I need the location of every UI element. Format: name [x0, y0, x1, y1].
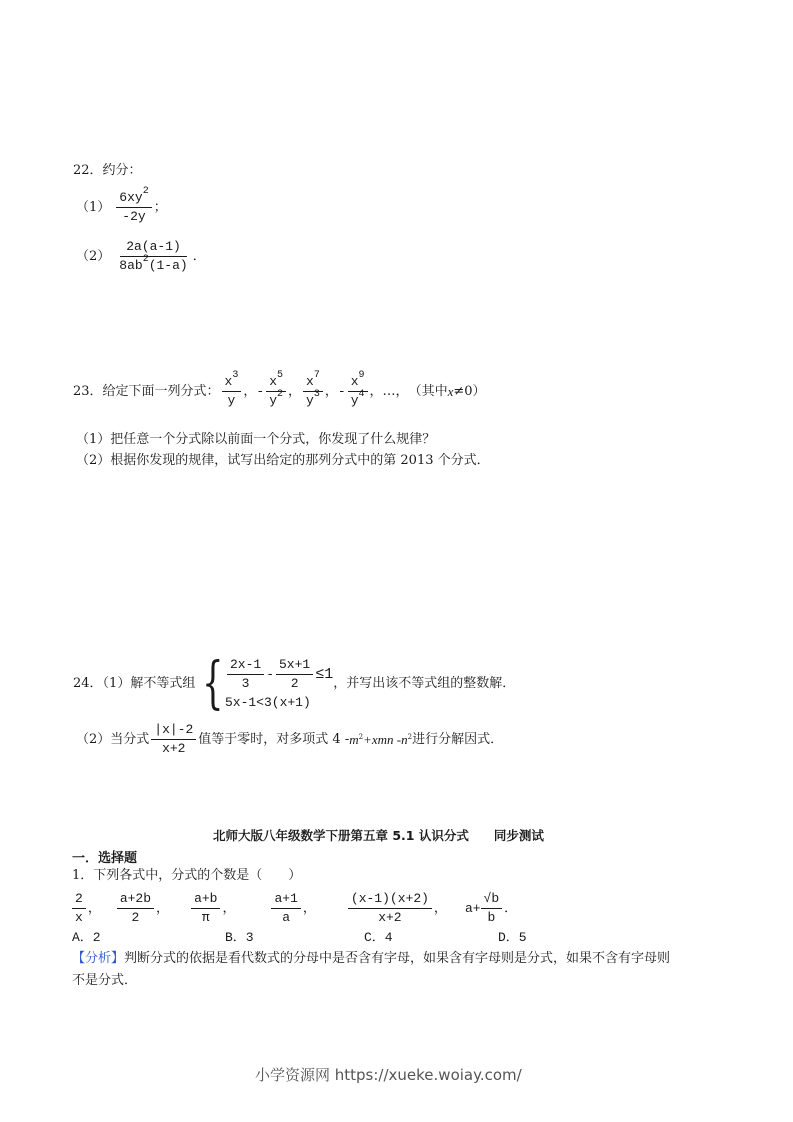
fraction: $\frac{2a(a-1)}{8ab^2(1-a)}$ — [119, 239, 188, 273]
q22-item-2-label: （2） — [76, 248, 111, 264]
option-a[interactable]: A．2 — [72, 930, 101, 945]
q23-sub-1: （1）把任意一个分式除以前面一个分式，你发现了什么规律？ — [76, 432, 436, 447]
option-d[interactable]: D．5 — [498, 930, 527, 945]
expr-3: $\frac{a+b}{\pi}$ — [191, 891, 220, 926]
footer-watermark: 小学资源网 https://xueke.woiay.com/ — [255, 1066, 522, 1084]
q24-part-2: （2）当分式 $\frac{|x|-2}{x+2}$ 值等于零时，对多项式 4 - m $^2$ +xmn - n $^2$ 进行分解因式． — [76, 722, 504, 756]
fraction: $\frac{|x|-2}{x+2}$ — [151, 722, 196, 757]
expr-5: $\frac{(x-1)(x+2)}{x+2}$ — [348, 891, 432, 926]
test-title: 北师大版八年级数学下册第五章 5.1 认识分式 同步测试 — [213, 828, 544, 843]
fraction: $\frac{6xy^2}{-2y}$ — [116, 190, 151, 225]
fraction: $\frac{x^9}{y^4}$ — [348, 374, 368, 409]
fraction: $\frac{x^5}{y^2}$ — [266, 374, 286, 409]
fraction: $\frac{x^3}{y}$ — [222, 374, 242, 409]
q22-item-1: （1） $\frac{6xy^2}{-2y}$ ； — [76, 185, 167, 224]
analysis-line-2: 不是分式． — [72, 973, 138, 988]
expr-1: $\frac{2}{x}$ — [72, 891, 86, 926]
analysis-tag: 【分析】 — [72, 951, 125, 966]
q22-item-2: （2） $\frac{2a(a-1)}{8ab^2(1-a)}$ ． — [76, 239, 206, 273]
section-title: 一．选择题 — [72, 851, 138, 866]
expr-2: $\frac{a+2b}{2}$ — [117, 891, 154, 926]
option-b[interactable]: B．3 — [225, 930, 254, 945]
brace-icon: { — [202, 651, 224, 716]
q23-stem: 23．给定下面一列分式： $\frac{x^3}{y}$ ， - $\frac{x^5}{y^2}$ ， $\frac{x^7}{y^3}$ ， - $\frac{x^9}{y^4}$ ， …， （其中 x ≠0） — [73, 369, 486, 408]
q23-sub-2: （2）根据你发现的规律，试写出给定的那列分式中的第 2013 个分式． — [76, 453, 490, 468]
q1-stem: 1．下列各式中，分式的个数是（ ） — [72, 868, 302, 883]
option-c[interactable]: C．4 — [364, 930, 393, 945]
expr-4: $\frac{a+1}{a}$ — [271, 891, 300, 926]
fraction: $\frac{5x+1}{2}$ — [276, 657, 313, 692]
expr-6: $\frac{√b}{b}$ — [481, 891, 503, 926]
q1-expressions: $\frac{2}{x}$ ， $\frac{a+2b}{2}$ ， $\frac{a+b}{\pi}$ ， $\frac{a+1}{a}$ ， $\frac{(x-1)(x+2)}{x+2}$ ， a+ $\frac{√b}{b}$ ． — [70, 891, 517, 926]
fraction: $\frac{2x-1}{3}$ — [227, 657, 264, 692]
q22-item-1-label: （1） — [76, 199, 111, 215]
inequality-system: $\frac{2x-1}{3}$ - $\frac{5x+1}{2}$ ≤1 5x-1<3(x+1) — [224, 657, 334, 710]
q24-part-1: 24．（1）解不等式组 { $\frac{2x-1}{3}$ - $\frac{5x+1}{2}$ ≤1 5x-1<3(x+1) ，并写出该不等式组的整数解． — [73, 651, 516, 716]
analysis-line-1: 【分析】判断分式的依据是看代数式的分母中是否含有字母，如果含有字母则是分式，如果不含有字母则 — [72, 951, 671, 966]
fraction: $\frac{x^7}{y^3}$ — [303, 374, 323, 409]
q22-heading: 22．约分： — [73, 163, 142, 178]
